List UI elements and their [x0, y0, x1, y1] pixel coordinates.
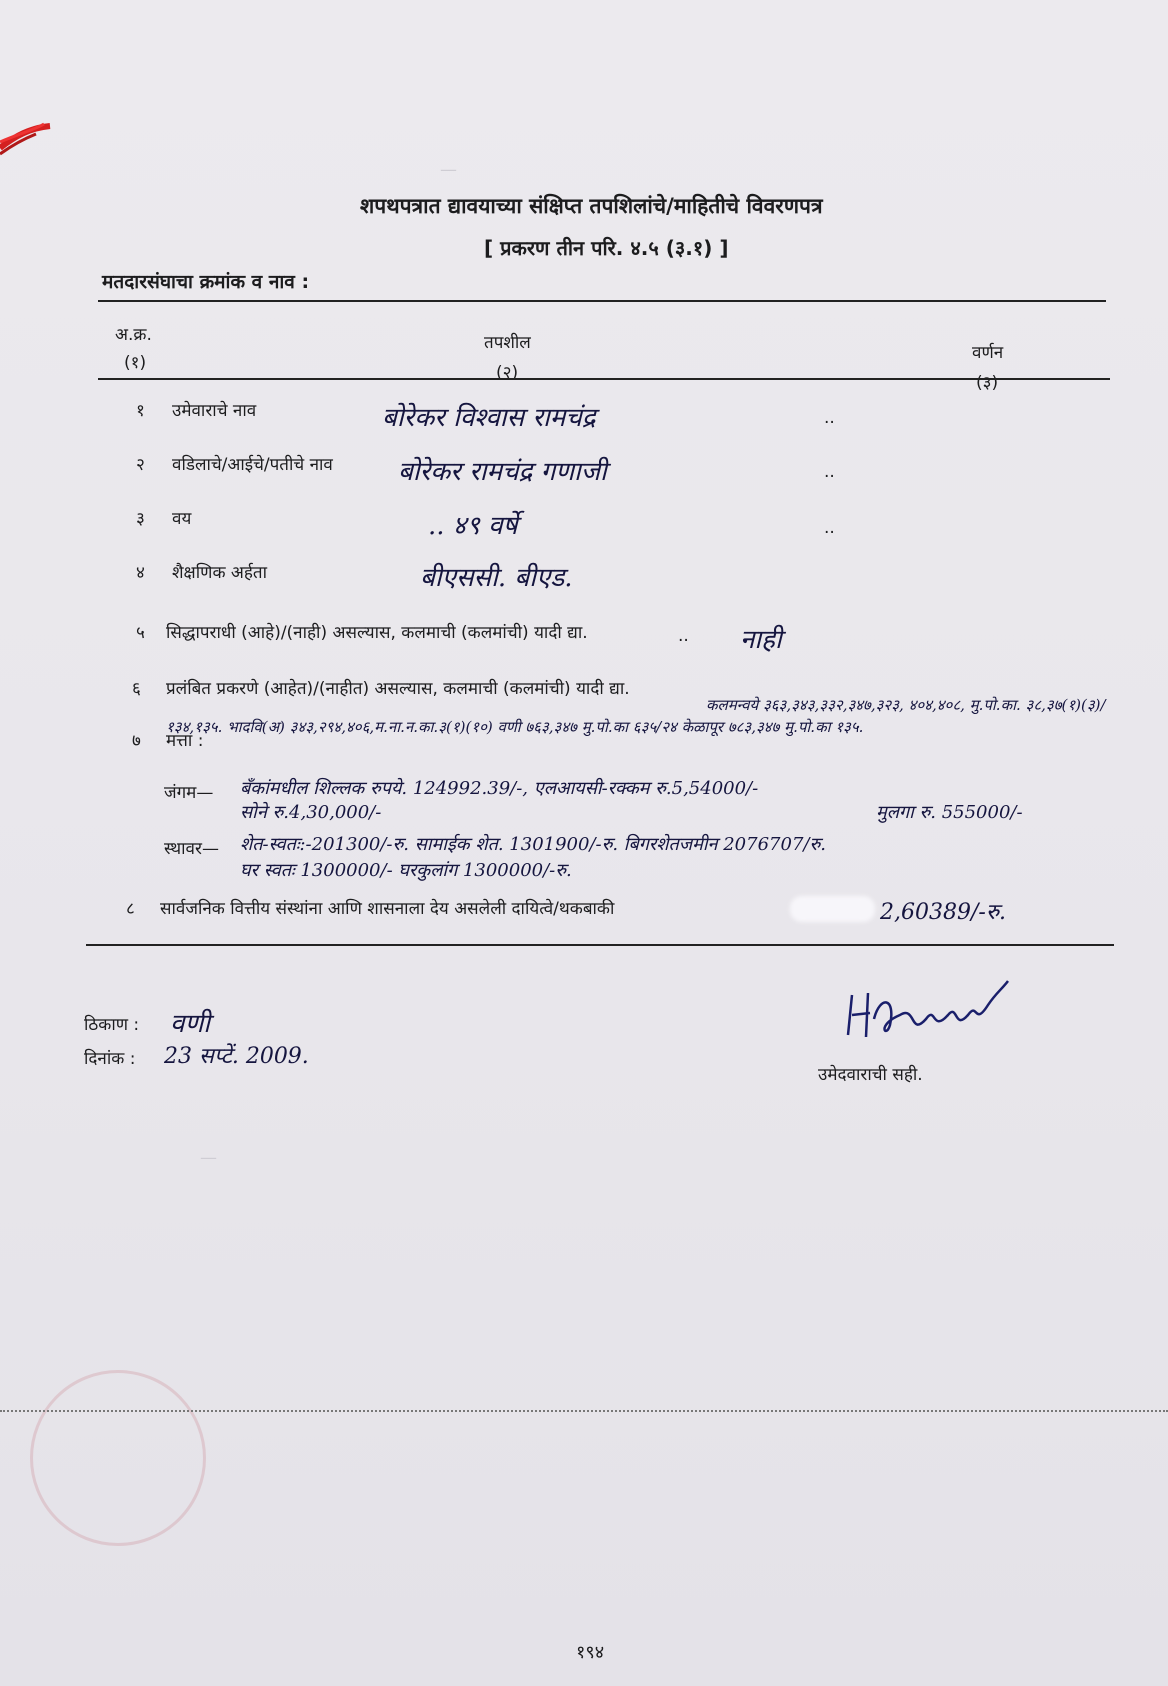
row-2-number: २ [136, 455, 145, 475]
row-5-number: ५ [136, 623, 145, 643]
place-label: ठिकाण : [84, 1015, 140, 1035]
immovable-assets-label: स्थावर— [164, 839, 219, 859]
row-5-dots: .. [678, 626, 689, 646]
faded-stamp-icon [30, 1370, 206, 1546]
date-value: 23 सप्टें. 2009. [164, 1044, 309, 1069]
row-1-dots: .. [824, 408, 835, 428]
row-6-number: ६ [132, 679, 141, 699]
col-details-label: तपशील [484, 333, 531, 353]
row-3-value: .. ४९ वर्षे [428, 511, 518, 541]
row-6-value: कलमन्वये ३६३,३४३,३३२,३४७,३२३, ४०४,४०८, मु.पो.का. ३८,३७(१)(३)/१३४,१३५. भादवि(अ) ३४३,२९४,४०६,म.ना.न.का.३(१)(१०) वणी ७६३,३४७ मु.पो.का ६३५/२४ केळापूर ७८३,३४७ मु.पो.का १३५. [166, 696, 1106, 736]
row-8-label: सार्वजनिक वित्तीय संस्थांना आणि शासनाला देय असलेली दायित्वे/थकबाकी [160, 899, 615, 919]
row-3-label: वय [172, 509, 192, 529]
date-label: दिनांक : [84, 1049, 136, 1069]
row-7-number: ७ [132, 731, 141, 751]
movable-assets-label: जंगम— [164, 783, 214, 803]
movable-assets-line-3: मुलगा रु. 555000/- [876, 802, 1023, 823]
signature-label: उमेदवाराची सही. [818, 1065, 923, 1085]
row-1-label: उमेवाराचे नाव [172, 401, 257, 421]
row-1-number: १ [136, 401, 145, 421]
row-3-number: ३ [136, 509, 145, 529]
header-bottom-rule [98, 378, 1110, 380]
header-top-rule [98, 300, 1106, 302]
movable-assets-line-2: सोने रु.4,30,000/- [240, 802, 382, 823]
movable-assets-line-1: बँकांमधील शिल्लक रुपये. 124992.39/-, एलआयसी-रक्कम रु.5,54000/- [240, 778, 759, 799]
table-bottom-rule [86, 944, 1114, 946]
immovable-assets-line-1: शेत-स्वतः:-201300/-रु. सामाईक शेत. 1301900/-रु. बिगरशेतजमीन 2076707/रु. [240, 834, 826, 855]
red-cord-icon [0, 118, 80, 162]
row-1-value: बोरेकर विश्वास रामचंद्र [382, 403, 596, 433]
dotted-separator [0, 1410, 1168, 1412]
form-subtitle: [ प्रकरण तीन परि. ४.५ (३.१) ] [484, 236, 729, 260]
document-page: — — शपथपत्रात द्यावयाच्या संक्षिप्त तपशिलांचे/माहितीचे विवरणपत्र [ प्रकरण तीन परि. ४.५ (३.१) ] मतदारसंघाचा क्रमांक व नाव : अ.क्र. (१) तपशील (२) वर्णन (३) १ उमेवाराचे नाव बोरेकर विश्वास रामचंद्र .. २ वडिलाचे/आईचे/पतीचे नाव बोरेकर रामचंद्र गणाजी .. ३ वय .. ४९ वर्षे .. ४ शैक्षणिक अर्हता बीएससी. बीएड. ५ सिद्धापराधी (आहे)/(नाही) असल्यास, कलमाची (कलमांची) यादी द्या. .. नाही ६ प्रलंबित प्रकरणे (आहेत)/(नाहीत) असल्यास, कलमाची (कलमांची) यादी द्या. कलमन्वये ३६३,३४३,३३२,३४७,३२३, ४०४,४०८, मु.पो.का. ३८,३७(१)(३)/१३४,१३५. भादवि(अ) ३४३,२९४,४०६,म.ना.न.का.३(१)(१०) वणी ७६३,३४७ मु.पो.का ६३५/२४ केळापूर ७८३,३४७ मु.पो.का १३५. ७ मत्ता : जंगम— बँकांमधील शिल्लक रुपये. 124992.39/-, एलआयसी-रक्कम रु.5,54000/- सोने रु.4,30,000/- मुलगा रु. 555000/- स्थावर— शेत-स्वतः:-201300/-रु. सामाईक शेत. 1301900/-रु. बिगरशेतजमीन 2076707/रु. घर स्वतः 1300000/- घरकुलांग 1300000/-रु. ८ सार्वजनिक वित्तीय संस्थांना आणि शासनाला देय असलेली दायित्वे/थकबाकी 2,60389/-रु. ठिकाण : वणी दिनांक : 23 सप्टें. 2009. उमेदवाराची सही. १९४ [0, 0, 1168, 1686]
row-8-number: ८ [126, 899, 135, 919]
row-5-label: सिद्धापराधी (आहे)/(नाही) असल्यास, कलमाची (कलमांची) यादी द्या. [166, 623, 588, 643]
erasure-mark [790, 896, 875, 922]
form-title: शपथपत्रात द्यावयाच्या संक्षिप्त तपशिलांचे/माहितीचे विवरणपत्र [360, 194, 823, 218]
row-8-value: 2,60389/-रु. [880, 900, 1006, 925]
row-3-dots: .. [824, 518, 835, 538]
row-4-number: ४ [136, 563, 145, 583]
col-serial-number: (१) [124, 353, 147, 373]
row-4-value: बीएससी. बीएड. [420, 563, 573, 593]
row-5-value: नाही [740, 625, 782, 655]
col-description-number: (३) [976, 373, 999, 393]
row-2-dots: .. [824, 462, 835, 482]
col-serial-label: अ.क्र. [115, 325, 152, 345]
row-4-label: शैक्षणिक अर्हता [172, 563, 268, 583]
immovable-assets-line-2: घर स्वतः 1300000/- घरकुलांग 1300000/-रु. [240, 860, 572, 881]
row-7-label: मत्ता : [166, 731, 204, 751]
row-6-label: प्रलंबित प्रकरणे (आहेत)/(नाहीत) असल्यास, कलमाची (कलमांची) यादी द्या. [166, 679, 630, 699]
row-2-value: बोरेकर रामचंद्र गणाजी [398, 457, 607, 487]
row-2-label: वडिलाचे/आईचे/पतीचे नाव [172, 455, 333, 475]
candidate-signature [840, 975, 1010, 1045]
col-description-label: वर्णन [972, 343, 1004, 363]
constituency-label: मतदारसंघाचा क्रमांक व नाव : [102, 271, 310, 293]
place-value: वणी [170, 1009, 210, 1039]
col-details-number: (२) [496, 363, 519, 383]
page-number: १९४ [576, 1642, 605, 1663]
